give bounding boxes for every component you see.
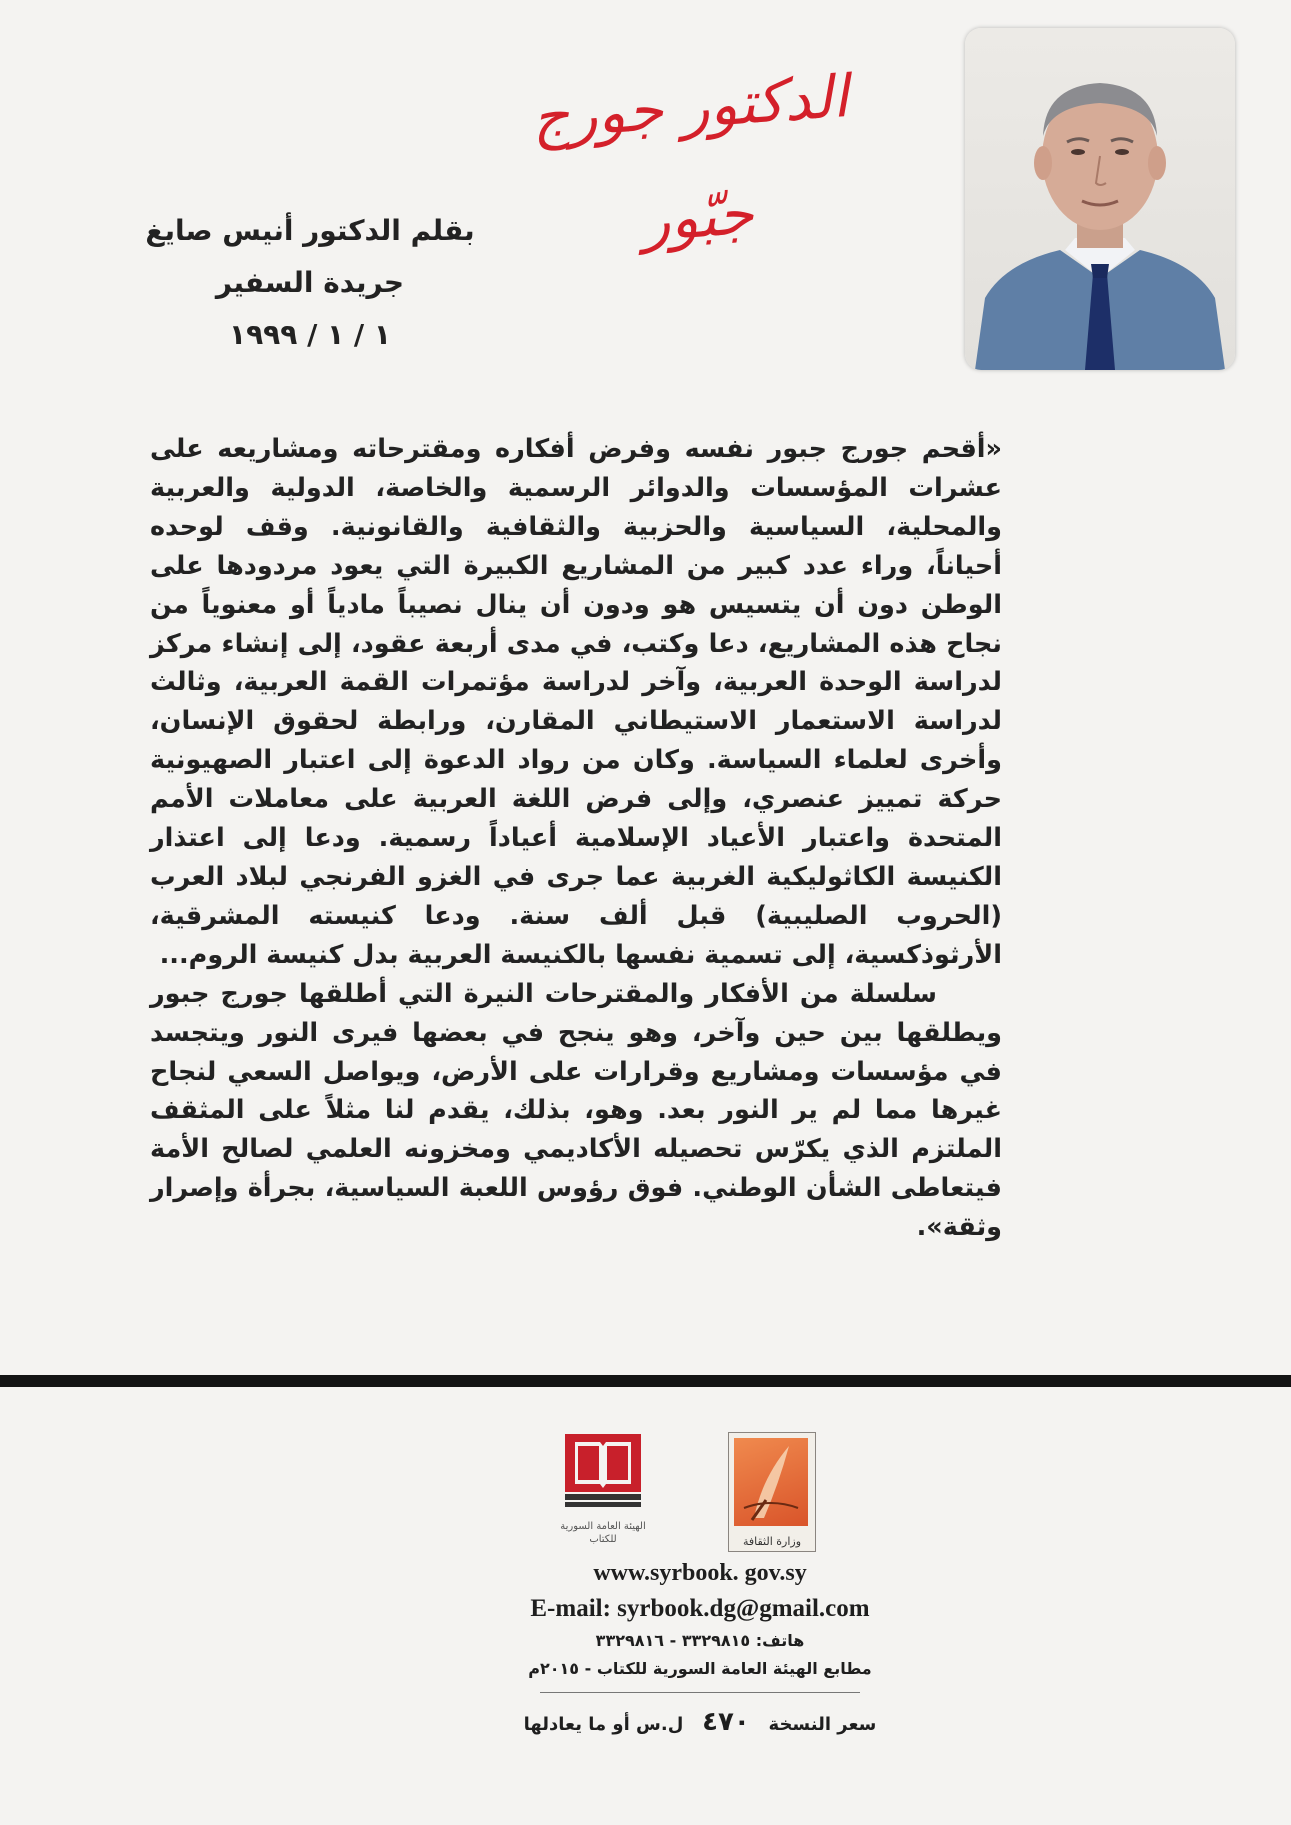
byline: [120, 205, 500, 361]
horizontal-rule: [0, 1375, 1291, 1387]
publisher-logos: [560, 1430, 820, 1555]
gosb-logo: [560, 1430, 646, 1555]
quill-icon: [734, 1438, 808, 1526]
price-suffix: ل.س أو ما يعادلها: [523, 1714, 684, 1735]
article-paragraph-2: سلسلة من الأفكار والمقترحات النيرة التي أطلقها جورج جبور ويطلقها بين حين وآخر، وهو ينجح في بعضها فيرى النور ويتجسد في مؤسسات ومشاريع وقرارات على الأرض، ويواصل السعي لنجاح غيرها مما لم ير النور بعد. وهو، بذلك، يقدم لنا مثلاً على المثقف الملتزم الذي يكرّس تحصيله الأكاديمي ومخزونه العلمي لصالح الأمة فيتعاطى الشأن الوطني. فوق رؤوس اللعبة السياسية، بجرأة وإصرار وثقة».: [150, 978, 1002, 1243]
byline-date: ١ / ١ / ١٩٩٩: [228, 318, 391, 351]
price-label: سعر النسخة: [768, 1714, 877, 1735]
website-link: www.syrbook. gov.sy: [593, 1560, 807, 1586]
byline-author: بقلم الدكتور أنيس صايغ: [145, 214, 475, 247]
article-paragraph-1: «أقحم جورج جبور نفسه وفرض أفكاره ومقترحاته ومشاريعه على عشرات المؤسسات والدوائر الرسمية والخاصة، الدولية والعربية والمحلية، السياسية والحزبية والثقافية والقانونية. وقف لوحده أحياناً، وراء عدد كبير من المشاريع الكبيرة التي يعود مردودها على الوطن دون أن يتسيس هو ودون أن ينال نصيباً مادياً أو معنوياً من نجاح هذه المشاريع، دعا وكتب، في مدى أربعة عقود، إلى إنشاء مركز لدراسة الوحدة العربية، وآخر لدراسة مؤتمرات القمة العربية، وثالث لدراسة الاستعمار الاستيطاني المقارن، ورابطة لحقوق الإنسان، وأخرى لعلماء السياسة. وكان من رواد الدعوة إلى اعتبار الصهيونية حركة تمييز عنصري، وإلى فرض اللغة العربية على معاملات الأمم المتحدة واعتبار الأعياد الإسلامية أعياداً رسمية. ودعا إلى اعتذار الكنيسة الكاثوليكية الغربية عما جرى في الغزو الفرنجي لبلاد العرب (الحروب الصليبية) قبل ألف سنة. ودعا كنيسته المشرقية، الأرثوذكسية، إلى تسمية نفسها بالكنيسة العربية بدل كنيسة الروم...: [150, 434, 1002, 970]
printing-press: مطابع الهيئة العامة السورية للكتاب - ٢٠١٥م: [528, 1659, 872, 1678]
phone-numbers: هاتف: ٣٣٢٩٨١٥ - ٣٣٢٩٨١٦: [595, 1631, 805, 1650]
price: [500, 1705, 900, 1742]
byline-newspaper: جريدة السفير: [215, 266, 405, 299]
ministry-caption: وزارة الثقافة: [742, 1535, 802, 1548]
price-amount: ٤٧٠: [702, 1707, 750, 1737]
article-body: [150, 430, 1002, 1247]
author-photo: [965, 28, 1235, 370]
email-address: E-mail: syrbook.dg@gmail.com: [530, 1595, 870, 1622]
price-divider: [540, 1692, 860, 1693]
open-book-icon: [560, 1430, 646, 1520]
ministry-of-culture-logo: [728, 1432, 816, 1552]
publisher-contact: [440, 1555, 960, 1683]
author-signature: الدكتور جورج جبّور: [529, 62, 851, 255]
gosb-caption: الهيئة العامة السورية للكتاب: [560, 1521, 646, 1545]
